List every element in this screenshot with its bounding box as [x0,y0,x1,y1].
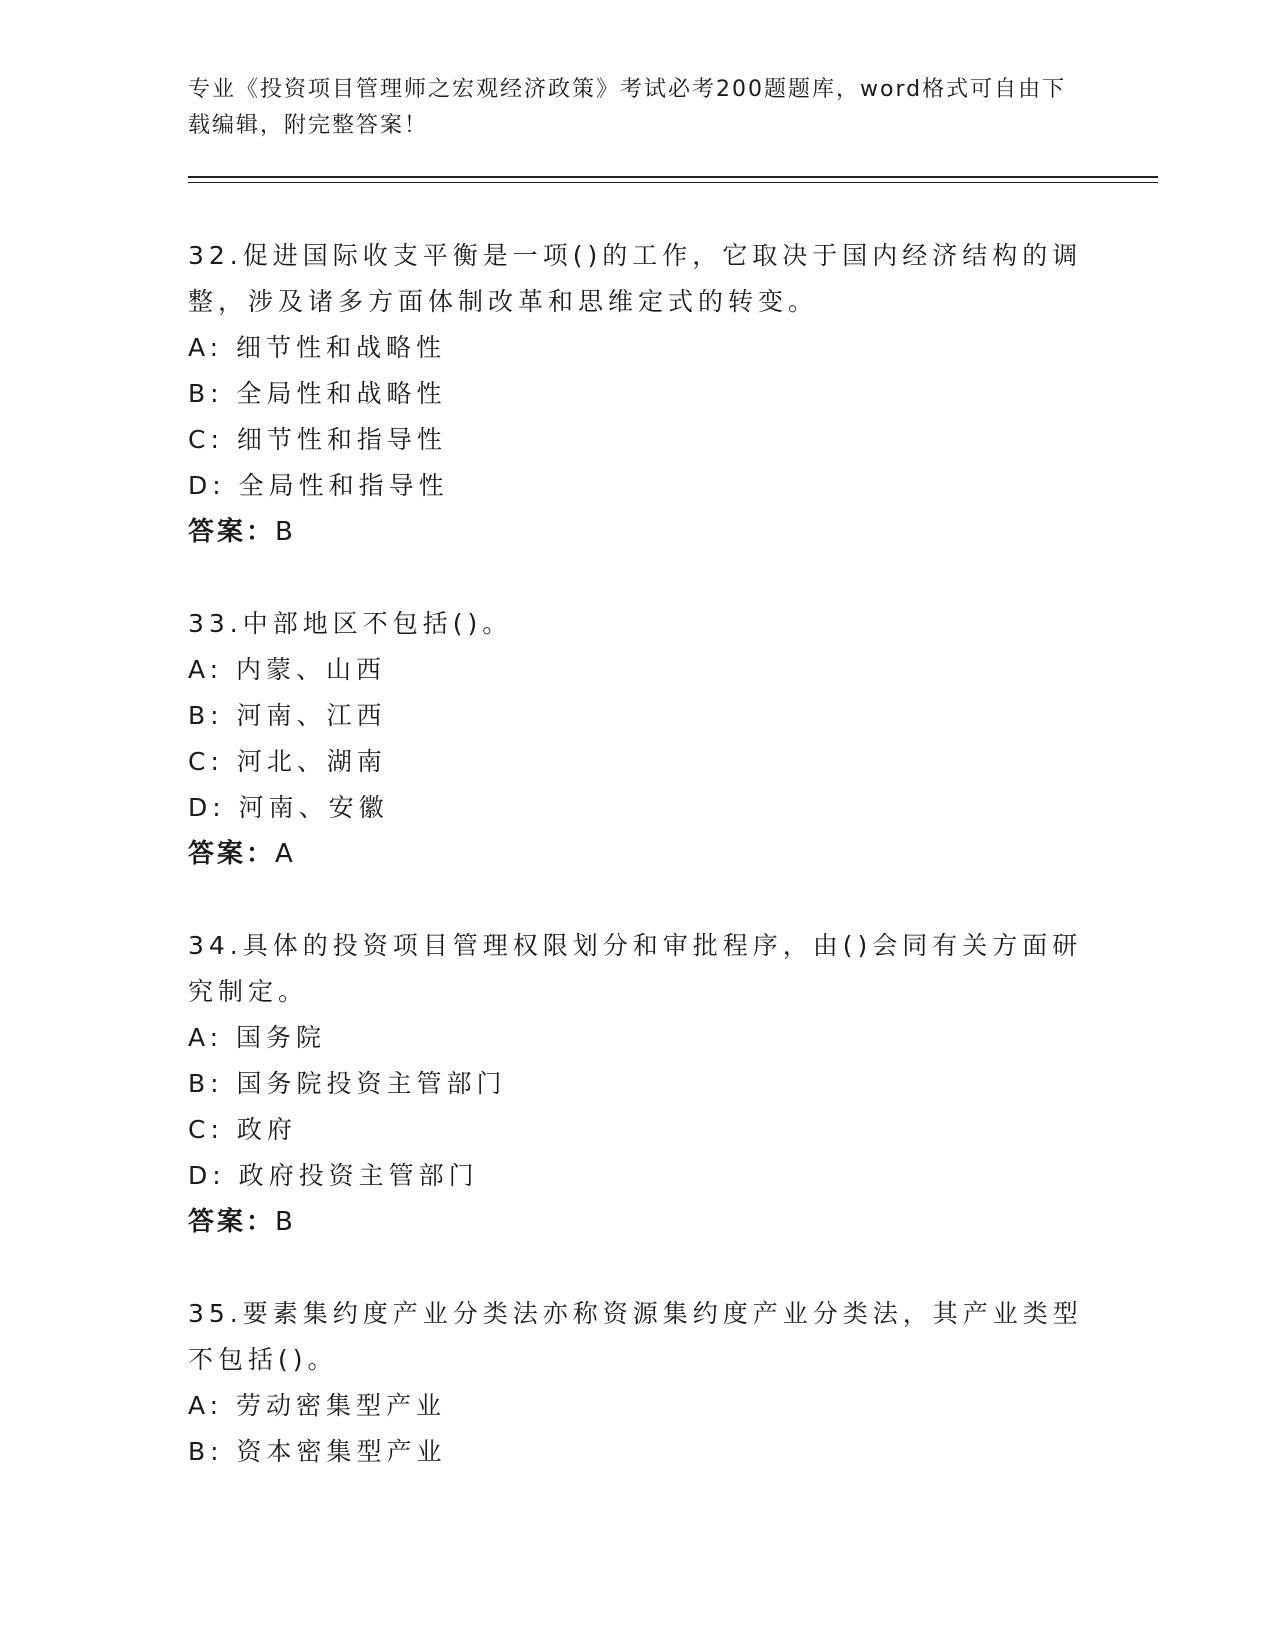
answer-value: B [275,1207,295,1237]
option-d: D: 河南、安徽 [188,793,389,822]
answer-label: 答案： [188,1207,276,1237]
answer-label: 答案： [188,839,276,869]
option-a: A: 劳动密集型产业 [188,1391,447,1420]
question-text: 32.促进国际收支平衡是一项()的工作，它取决于国内经济结构的调整，涉及诸多方面体制改革和思维定式的转变。 [188,241,1083,316]
answer-value: B [275,517,295,547]
answer-line [188,831,1088,877]
option-b: B: 国务院投资主管部门 [188,1069,507,1098]
header-divider-thin [188,182,1158,183]
question-35 [188,1291,1088,1475]
question-33 [188,601,1088,877]
option-b: B: 全局性和战略性 [188,379,447,408]
question-text: 34.具体的投资项目管理权限划分和审批程序，由()会同有关方面研究制定。 [188,931,1083,1006]
option-a: A: 细节性和战略性 [188,333,447,362]
option-a: A: 国务院 [188,1023,327,1052]
option-a: A: 内蒙、山西 [188,655,387,684]
answer-line [188,509,1088,555]
question-text: 33.中部地区不包括()。 [188,609,513,638]
question-list [188,233,1088,1521]
option-b: B: 河南、江西 [188,701,387,730]
option-c: C: 细节性和指导性 [188,425,447,454]
question-32 [188,233,1088,555]
question-text: 35.要素集约度产业分类法亦称资源集约度产业分类法，其产业类型不包括()。 [188,1299,1083,1374]
document-intro: 专业《投资项目管理师之宏观经济政策》考试必考200题题库，word格式可自由下载编辑，附完整答案！ [188,77,1067,138]
option-d: D: 全局性和指导性 [188,471,449,500]
option-c: C: 河北、湖南 [188,747,387,776]
question-34 [188,923,1088,1245]
option-c: C: 政府 [188,1115,297,1144]
option-b: B: 资本密集型产业 [188,1437,447,1466]
answer-label: 答案： [188,517,276,547]
answer-line [188,1199,1088,1245]
answer-value: A [275,839,295,869]
option-d: D: 政府投资主管部门 [188,1161,479,1190]
header-divider-thick [188,176,1158,178]
